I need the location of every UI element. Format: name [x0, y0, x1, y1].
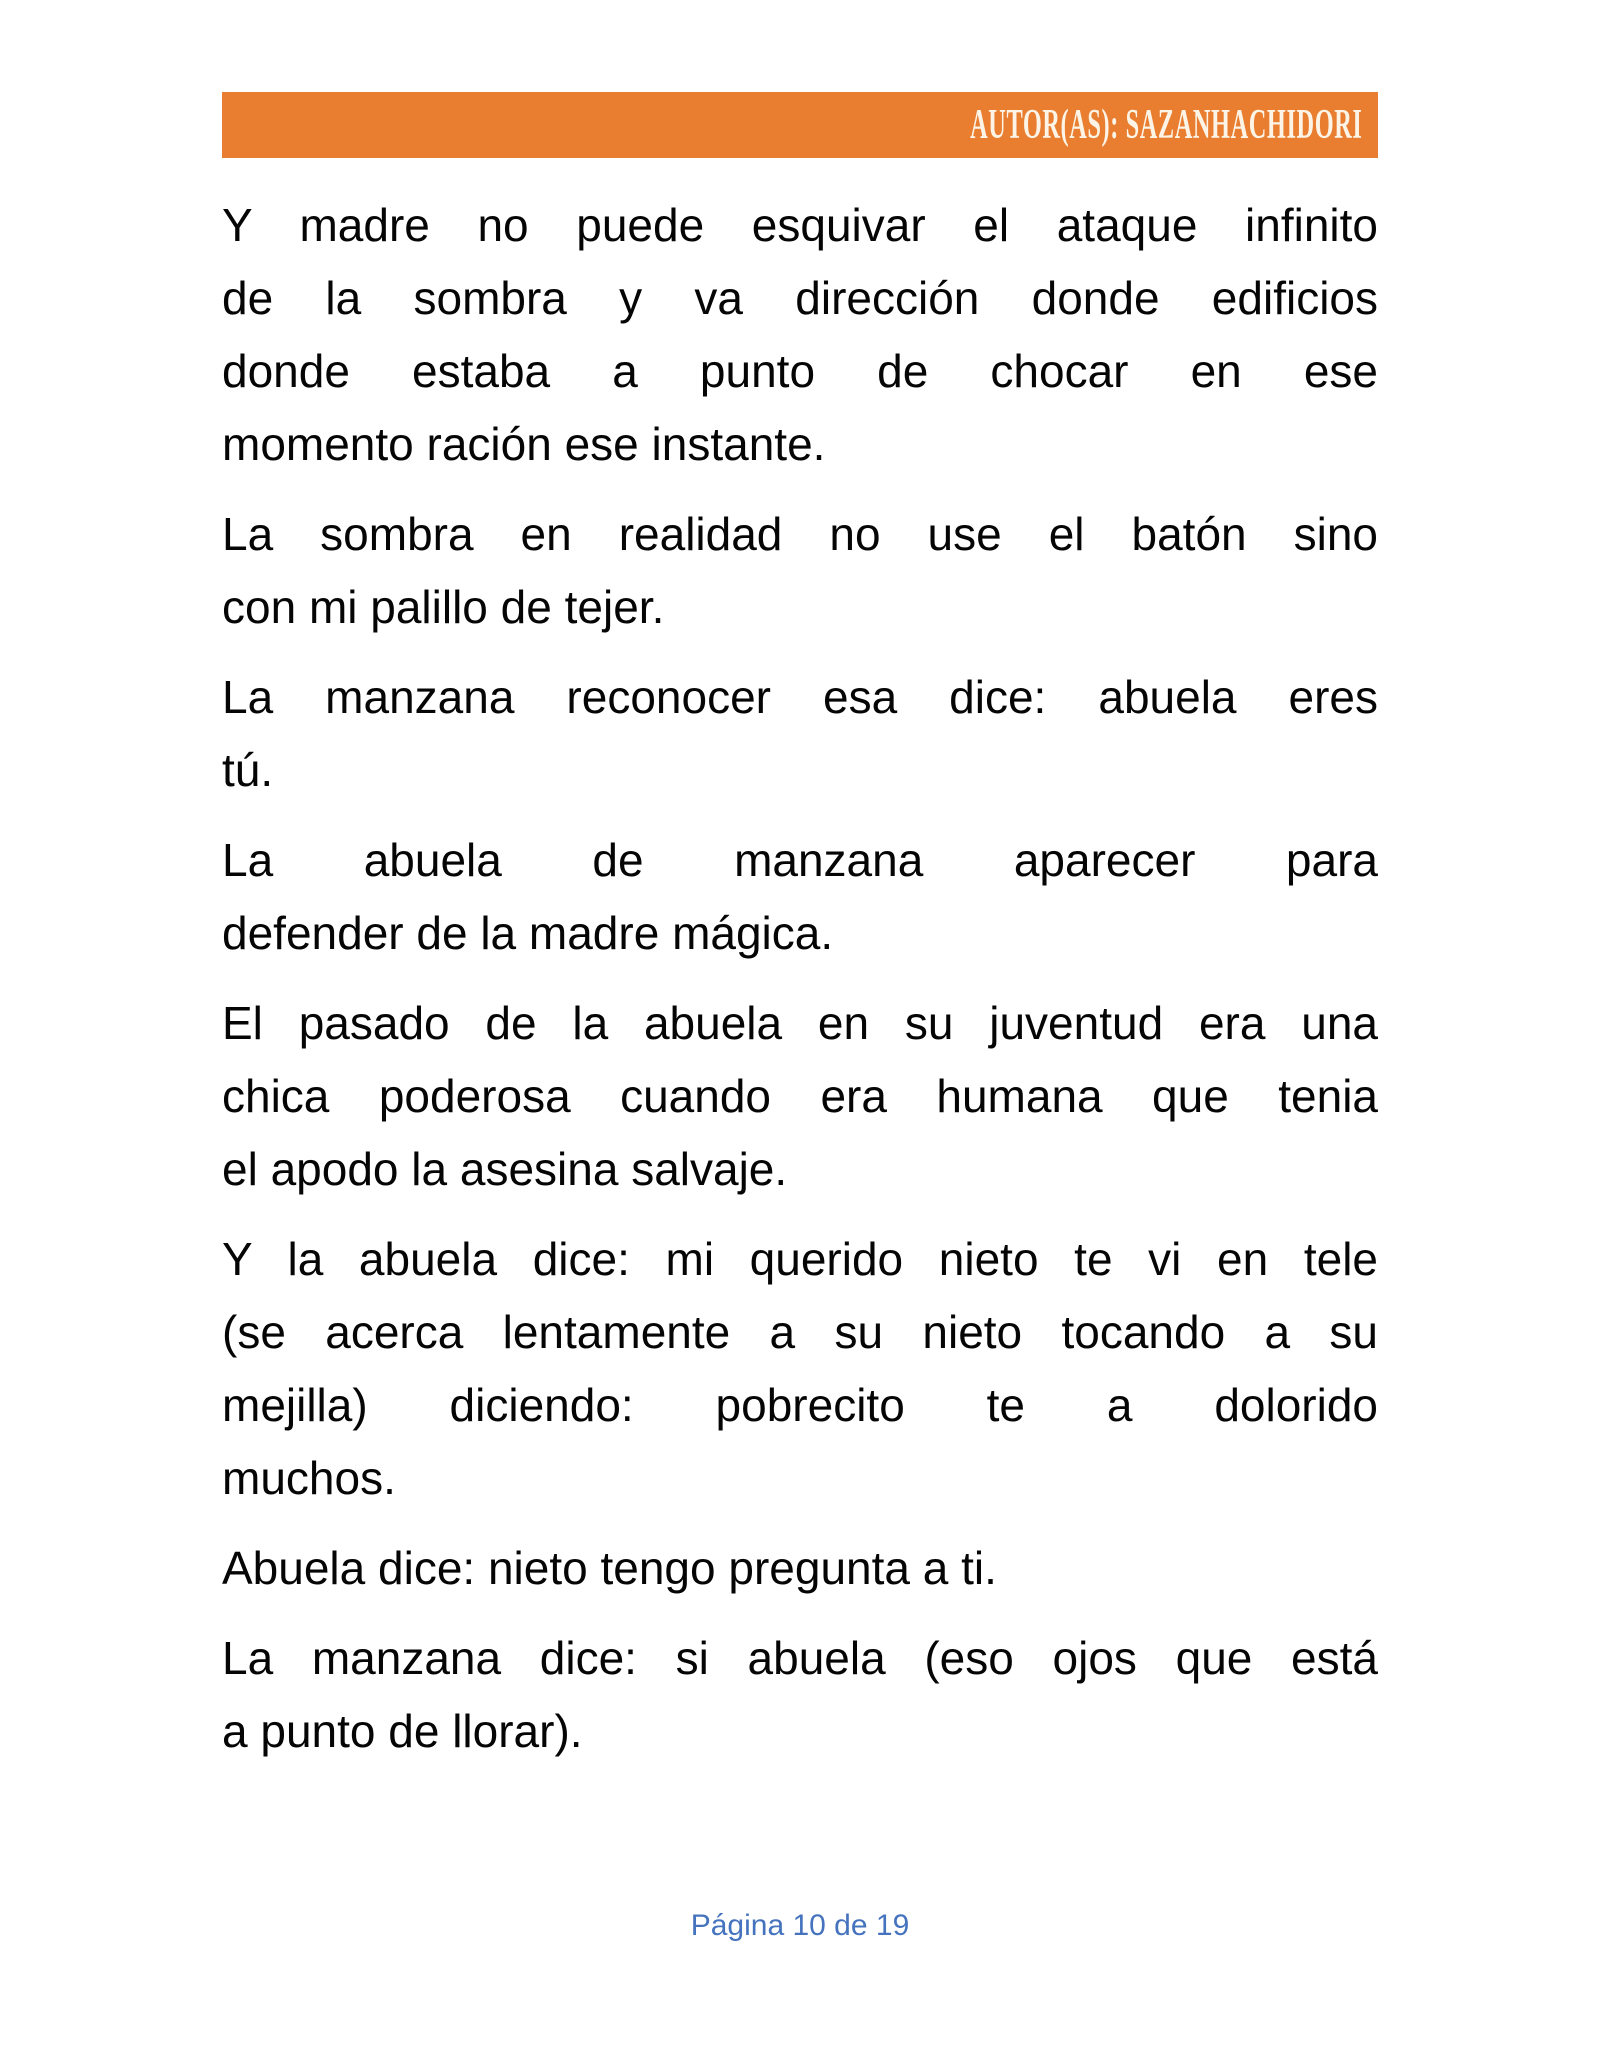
text-line: La manzana reconocer esa dice: abuela eres [222, 671, 1378, 723]
header-bar [222, 92, 1378, 158]
paragraph [222, 824, 1378, 970]
text-line: defender de la madre mágica. [222, 907, 834, 959]
paragraph [222, 189, 1378, 481]
paragraph [222, 1622, 1378, 1768]
text-line: (se acerca lentamente a su nieto tocando a su [222, 1306, 1378, 1358]
text-line: tú. [222, 744, 274, 796]
body-text [222, 189, 1378, 1785]
text-line: de la sombra y va dirección donde edificios [222, 272, 1378, 324]
paragraph [222, 987, 1378, 1206]
text-line: a punto de llorar). [222, 1705, 583, 1757]
text-line: La manzana dice: si abuela (eso ojos que está [222, 1632, 1378, 1684]
text-line: donde estaba a punto de chocar en ese [222, 345, 1378, 397]
text-line: Abuela dice: nieto tengo pregunta a ti. [222, 1542, 997, 1594]
text-line: La abuela de manzana aparecer para [222, 834, 1378, 886]
text-line: La sombra en realidad no use el batón sino [222, 508, 1378, 560]
text-line: mejilla) diciendo: pobrecito te a dolorido [222, 1379, 1378, 1431]
page-footer [0, 1907, 1600, 1945]
text-line: Y la abuela dice: mi querido nieto te vi en tele [222, 1233, 1378, 1285]
paragraph [222, 498, 1378, 644]
page-number: Página 10 de 19 [690, 1909, 910, 1942]
text-line: Y madre no puede esquivar el ataque infinito [222, 199, 1378, 251]
author-label: AUTOR(AS): SAZANHACHIDORI [969, 102, 1362, 148]
text-line: El pasado de la abuela en su juventud era una [222, 997, 1378, 1049]
text-line: con mi palillo de tejer. [222, 581, 665, 633]
paragraph [222, 1532, 1378, 1605]
text-line: muchos. [222, 1452, 396, 1504]
text-line: el apodo la asesina salvaje. [222, 1143, 788, 1195]
text-line: chica poderosa cuando era humana que tenia [222, 1070, 1378, 1122]
paragraph [222, 1223, 1378, 1515]
paragraph [222, 661, 1378, 807]
text-line: momento ración ese instante. [222, 418, 826, 470]
